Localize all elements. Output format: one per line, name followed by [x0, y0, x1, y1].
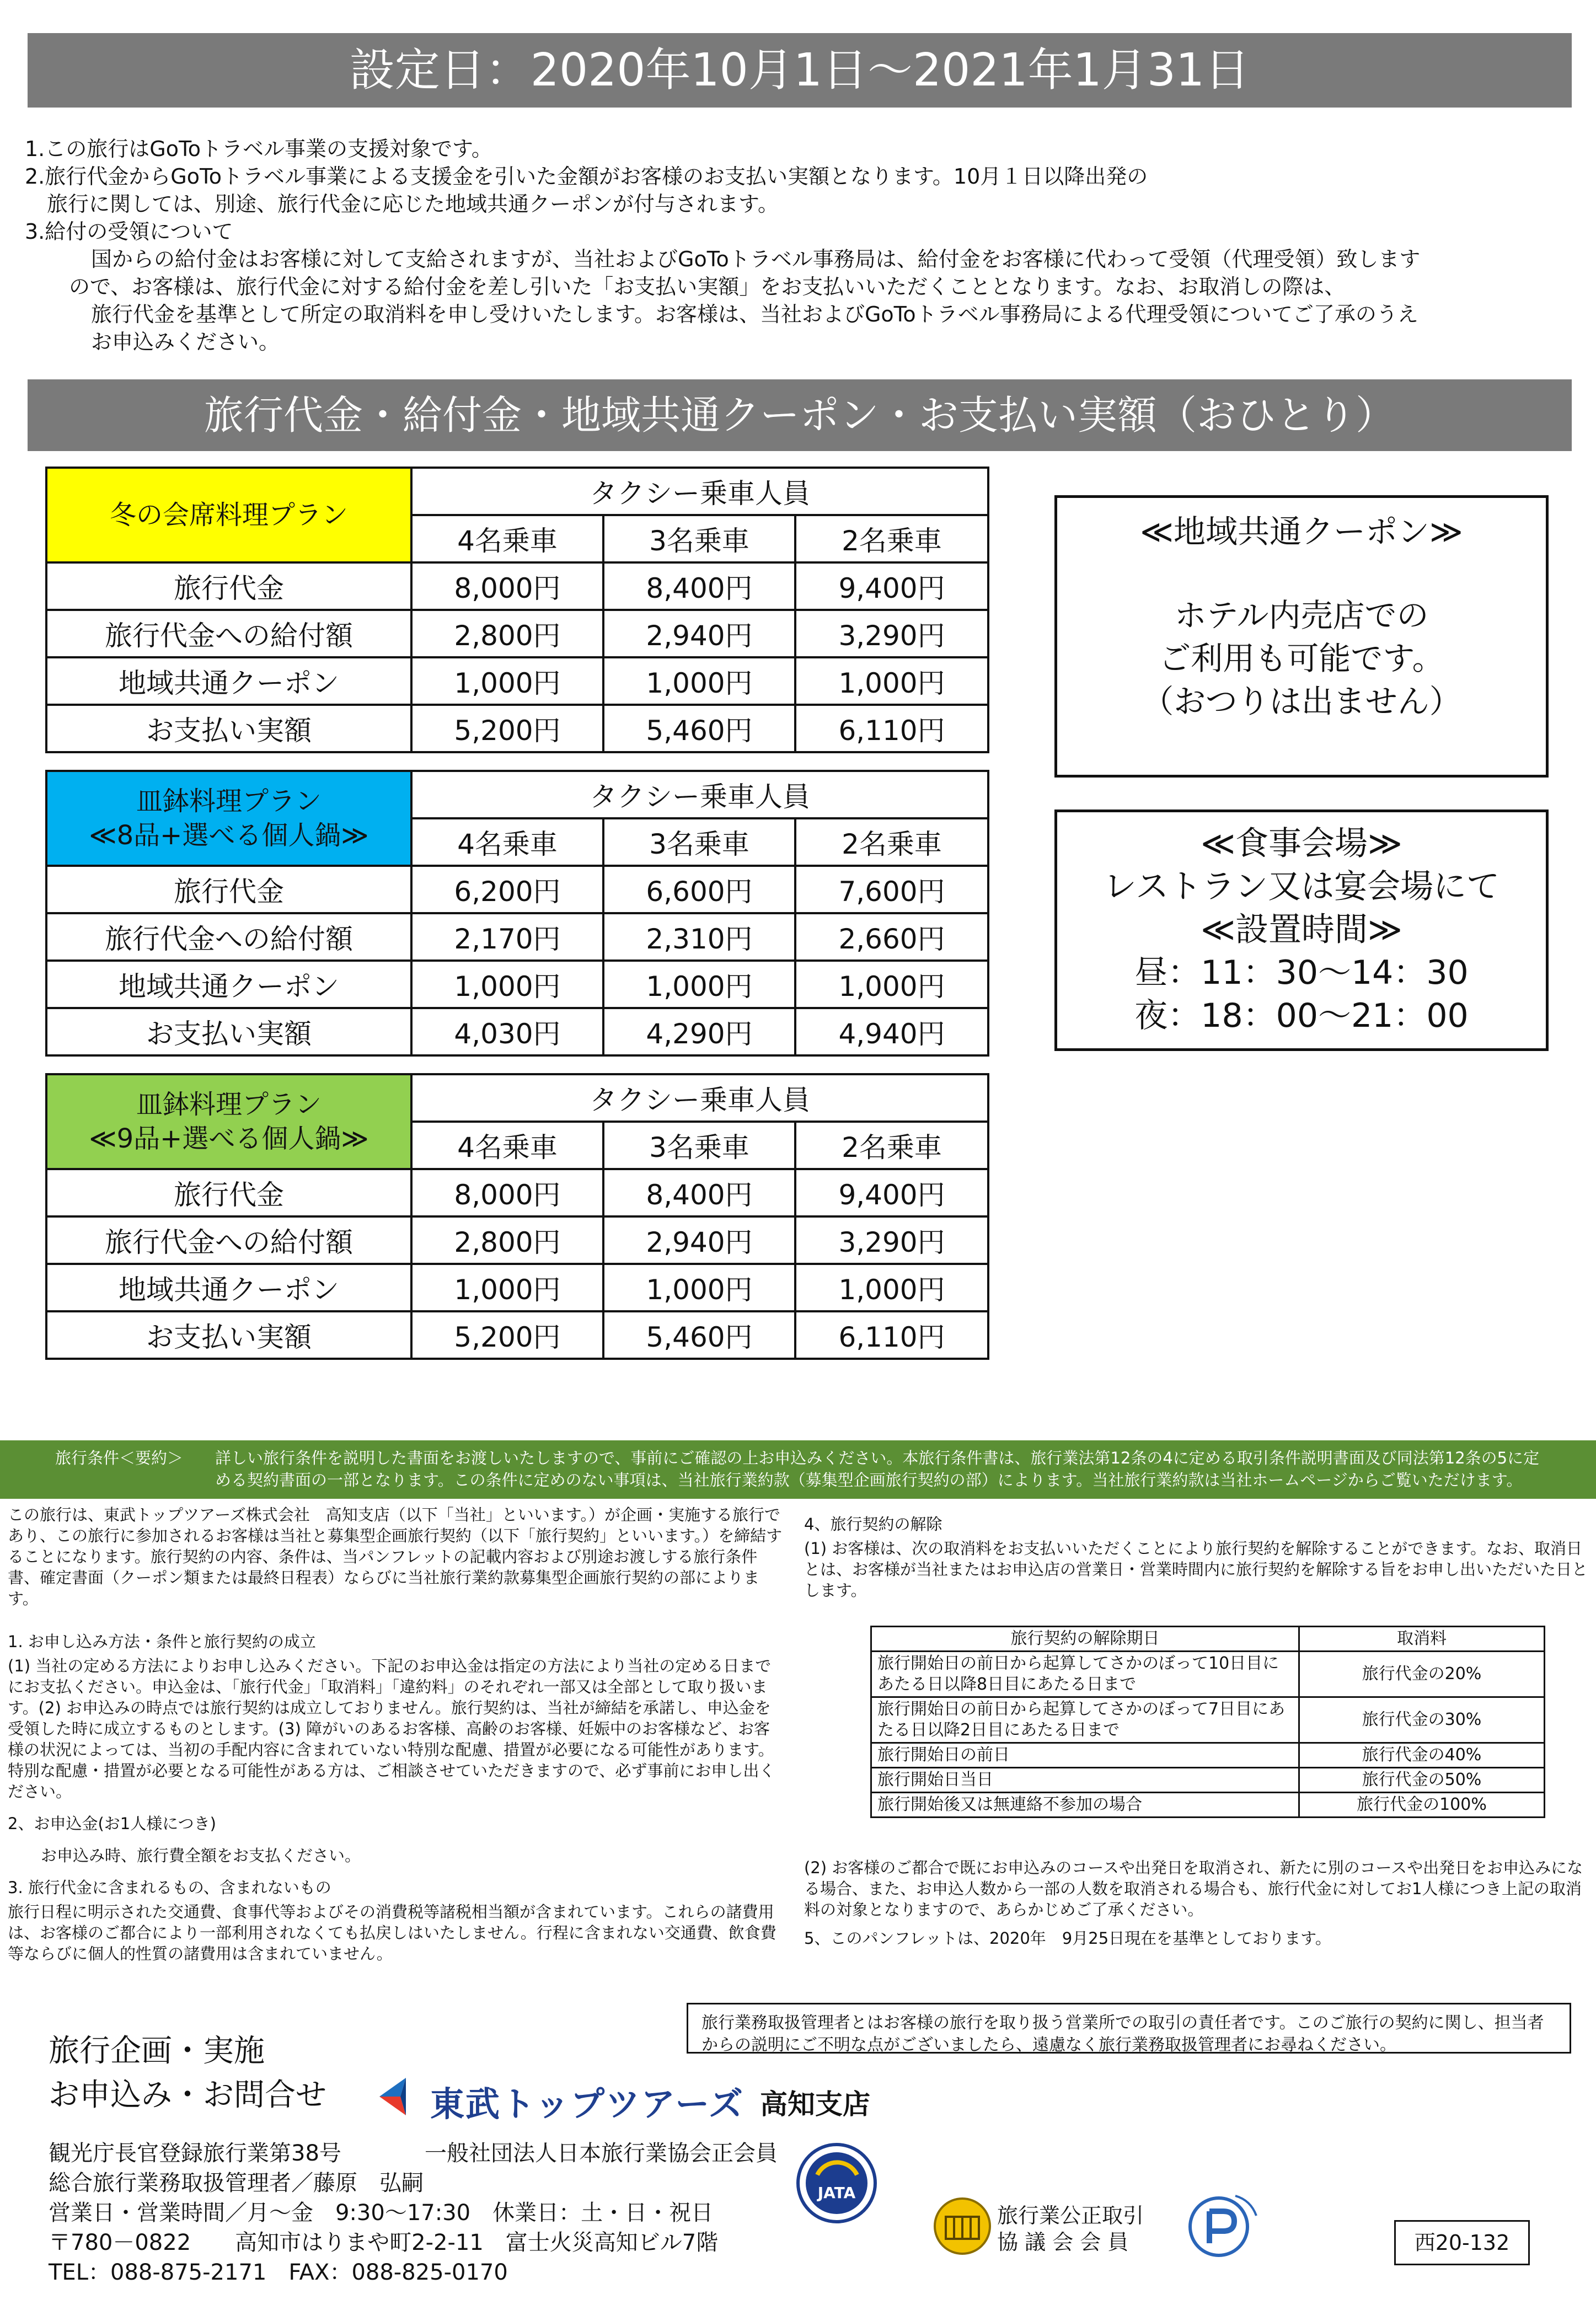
note-line: 旅行に関しては、別途、旅行代金に応じた地域共通クーポンが付与されます。 [47, 192, 779, 216]
note-line: 旅行代金を基準として所定の取消料を申し受けいたします。お客様は、当社およびGoToトラベル事務局による代理受領についてご了承のうえ [91, 302, 1418, 326]
table-row [46, 1008, 988, 1055]
table-row [871, 1743, 1545, 1768]
col-4: 4名乗車 [411, 818, 603, 866]
row-label: 旅行代金への給付額 [46, 913, 411, 961]
cancel-date: 旅行開始日の前日から起算してさかのぼって10日目にあたる日以降8日目にあたる日まで [871, 1652, 1299, 1697]
table-row [46, 1311, 988, 1359]
meal-line: 昼：11：30～14：30 [1134, 953, 1469, 992]
col-2: 2名乗車 [795, 515, 988, 562]
col-4: 4名乗車 [411, 515, 603, 562]
coupon-line: ご利用も可能です。 [1159, 640, 1444, 677]
table-row [46, 866, 988, 913]
privacy-mark-icon [1185, 2184, 1262, 2265]
meal-line: ≪設置時間≫ [1201, 910, 1402, 949]
conditions-text: 詳しい旅行条件を説明した書面をお渡しいたしますので、事前にご確認の上お申込みください。本旅行条件書は、旅行業法第12条の4に定める取引条件説明書面及び同法第12条の5に定める契約書面の一部となります。この条件に定めのない事項は、当社旅行業約款（募集型企画旅行契約の部）によります。当社旅行業約款は当社ホームページからご覧いただけます。 [215, 1449, 1540, 1489]
cell: 2,800円 [411, 610, 603, 657]
meal-line: 夜：18：00～21：00 [1134, 996, 1469, 1035]
terms-para: 5、このパンフレットは、2020年 9月25日現在を基準としております。 [804, 1929, 1331, 1948]
jata-badge-icon [795, 2142, 878, 2224]
fair-trade-seal-icon [932, 2196, 993, 2256]
row-label: 地域共通クーポン [46, 657, 411, 705]
cell: 1,000円 [603, 657, 795, 705]
cell: 8,400円 [603, 562, 795, 610]
meal-line: レストラン又は宴会場にて [1103, 867, 1500, 906]
manager-note: 旅行業務取扱管理者とはお客様の旅行を取り扱う営業所での取引の責任者です。このご旅行の契約に関し、担当者からの説明にご不明な点がございましたら、遠慮なく旅行業務取扱管理者にお尋ねください。 [687, 2003, 1571, 2054]
col-4: 4名乗車 [411, 1122, 603, 1169]
registration-1: 観光庁長官登録旅行業第38号 [49, 2141, 341, 2166]
cancel-fee: 旅行代金の30% [1299, 1697, 1544, 1743]
manager-name: 総合旅行業務取扱管理者／藤原 弘嗣 [49, 2170, 424, 2196]
table-row [871, 1652, 1545, 1697]
row-label: 旅行代金への給付額 [46, 610, 411, 657]
table-row [46, 961, 988, 1008]
col-3: 3名乗車 [603, 515, 795, 562]
cell: 2,660円 [795, 913, 988, 961]
cell: 2,800円 [411, 1216, 603, 1264]
col-2: 2名乗車 [795, 1122, 988, 1169]
cell: 5,460円 [603, 705, 795, 752]
note-line: 3.給付の受領について [25, 219, 233, 244]
cell: 9,400円 [795, 562, 988, 610]
note-line: お申込みください。 [91, 330, 280, 354]
cancel-fee: 旅行代金の50% [1299, 1768, 1544, 1793]
cancel-date: 旅行開始日の前日 [871, 1743, 1299, 1768]
jata-badge [795, 2142, 878, 2224]
row-label: お支払い実額 [46, 1008, 411, 1055]
cell: 1,000円 [603, 1264, 795, 1311]
period-banner: 設定日：2020年10月1日～2021年1月31日 [28, 33, 1572, 108]
col-3: 3名乗車 [603, 818, 795, 866]
table-row [46, 705, 988, 752]
cancel-date: 旅行開始日当日 [871, 1768, 1299, 1793]
phone-fax: TEL：088-875-2171 FAX：088-825-0170 [49, 2260, 508, 2285]
brand-name: 東武トップツアーズ [430, 2084, 745, 2124]
terms-heading: 3. 旅行代金に含まれるもの、含まれないもの [8, 1878, 331, 1897]
cell: 2,310円 [603, 913, 795, 961]
table-row [46, 562, 988, 610]
cell: 1,000円 [603, 961, 795, 1008]
cell: 8,400円 [603, 1169, 795, 1216]
coupon-title: ≪地域共通クーポン≫ [1140, 513, 1463, 550]
cell: 8,000円 [411, 562, 603, 610]
cell: 2,940円 [603, 1216, 795, 1264]
row-label: 旅行代金への給付額 [46, 1216, 411, 1264]
privacy-mark [1185, 2184, 1262, 2265]
terms-right-2 [804, 1857, 1593, 1952]
table-row [46, 1264, 988, 1311]
cell: 3,290円 [795, 1216, 988, 1264]
table-row [46, 657, 988, 705]
row-label: 旅行代金 [46, 866, 411, 913]
terms-para: (2) お客様のご都合で既にお申込みのコースや出発日を取消され、新たに別のコースや出発日をお申込みになる場合、また、お申込人数から一部の人数を取消される場合も、旅行代金に対してお1人様につき上記の取消料の対象となりますので、あらかじめご了承ください。 [804, 1858, 1583, 1919]
fair-trade-line: 旅行業公正取引 [997, 2204, 1144, 2228]
company-logo-icon [379, 2074, 424, 2119]
table-row [871, 1793, 1545, 1818]
cancel-header-date: 旅行契約の解除期日 [871, 1627, 1299, 1652]
row-label: お支払い実額 [46, 1311, 411, 1359]
cell: 1,000円 [795, 657, 988, 705]
table-row [46, 913, 988, 961]
cancel-fee: 旅行代金の40% [1299, 1743, 1544, 1768]
fair-trade-text [997, 2202, 1144, 2255]
plan-name: 冬の会席料理プラン [46, 468, 411, 562]
terms-para: (1) 当社の定める方法によりお申し込みください。下記のお申込金は指定の方法により当社の定める日までにお支払ください。申込金は、「旅行代金」「取消料」「違約料」のそれぞれ一部又は全部として取り扱います。(2) お申込みの時点では旅行契約は成立しておりません。旅行契約は、当社が締結を承諾し、申込金を受領した時に成立するものとします。(3) 障がいのあるお客様、高齢のお客様、妊娠中のお客様など、お客様の状況によっては、当初の手配内容に含まれていない特別な配慮、措置が必要になる可能性があります。特別な配慮・措置が必要となる可能性がある方は、ご相談させていただきますので、必ず事前にお申し出ください。 [8, 1657, 775, 1801]
cell: 6,200円 [411, 866, 603, 913]
terms-para: お申込み時、旅行費全額をお支払ください。 [41, 1846, 361, 1865]
meal-line: ≪食事会場≫ [1201, 824, 1402, 863]
branch-name: 高知支店 [760, 2088, 870, 2120]
terms-para: (1) お客様は、次の取消料をお支払いいただくことにより旅行契約を解除することができます。なお、取消日とは、お客様が当社またはお申込店の営業日・営業時間内に旅行契約を解除する旨をお申し出いただいた日とします。 [804, 1539, 1588, 1600]
terms-left [8, 1504, 785, 1968]
note-line: 国からの給付金はお客様に対して支給されますが、当社およびGoToトラベル事務局は、給付金をお客様に代わって受領（代理受領）致します [91, 247, 1421, 271]
cell: 5,200円 [411, 705, 603, 752]
cell: 5,460円 [603, 1311, 795, 1359]
row-label: 地域共通クーポン [46, 1264, 411, 1311]
company-line-1: 旅行企画・実施 [49, 2033, 265, 2069]
cell: 1,000円 [795, 1264, 988, 1311]
table-row [46, 1216, 988, 1264]
cell: 2,940円 [603, 610, 795, 657]
cell: 8,000円 [411, 1169, 603, 1216]
cell: 6,110円 [795, 705, 988, 752]
cell: 4,290円 [603, 1008, 795, 1055]
cell: 3,290円 [795, 610, 988, 657]
fair-trade-seal [932, 2196, 993, 2256]
group-header: タクシー乗車人員 [411, 1074, 988, 1122]
cancel-fee: 旅行代金の100% [1299, 1793, 1544, 1818]
cell: 1,000円 [411, 961, 603, 1008]
section-title: 旅行代金・給付金・地域共通クーポン・お支払い実額（おひとり） [28, 379, 1572, 451]
coupon-line: （おつりは出ません） [1142, 683, 1461, 720]
terms-heading: 1. お申し込み方法・条件と旅行契約の成立 [8, 1632, 316, 1651]
plan-name: 皿鉢料理プラン ≪9品+選べる個人鍋≫ [46, 1074, 411, 1169]
table-row [46, 610, 988, 657]
conditions-label: 旅行条件＜要約＞ [55, 1449, 184, 1467]
row-label: 旅行代金 [46, 562, 411, 610]
jata-text: JATA [817, 2184, 856, 2202]
coupon-line: ホテル内売店での [1174, 597, 1429, 634]
cell: 9,400円 [795, 1169, 988, 1216]
business-hours: 営業日・営業時間／月～金 9:30～17:30 休業日：土・日・祝日 [49, 2200, 714, 2226]
price-table [45, 467, 989, 1360]
note-line: 2.旅行代金からGoToトラベル事業による支援金を引いた金額がお客様のお支払い実額となります。10月１日以降出発の [25, 164, 1148, 189]
table-row [871, 1697, 1545, 1743]
terms-para: この旅行は、東武トップツアーズ株式会社 高知支店（以下「当社」といいます。）が企画・実施する旅行であり、この旅行に参加されるお客様は当社と募集型企画旅行契約（以下「旅行契約」といいます。）を締結することになります。旅行契約の内容、条件は、当パンフレットの記載内容および別途お渡しする旅行条件書、確定書面（クーポン類または最終日程表）ならびに当社旅行業約款募集型企画旅行契約の部によります。 [8, 1505, 783, 1608]
notes [25, 135, 1580, 356]
group-header: タクシー乗車人員 [411, 771, 988, 818]
cell: 6,600円 [603, 866, 795, 913]
cell: 1,000円 [411, 1264, 603, 1311]
table-row [871, 1768, 1545, 1793]
cancel-header-fee: 取消料 [1299, 1627, 1544, 1652]
terms-heading: 2、お申込金(お1人様につき) [8, 1814, 216, 1833]
col-2: 2名乗車 [795, 818, 988, 866]
terms-heading: 4、旅行契約の解除 [804, 1515, 942, 1534]
note-line: ので、お客様は、旅行代金に対する給付金を差し引いた「お支払い実額」をお支払いいただくこととなります。なお、お取消しの際は、 [69, 275, 1346, 299]
row-label: 地域共通クーポン [46, 961, 411, 1008]
coupon-info-box [1054, 495, 1549, 778]
cancel-date: 旅行開始日の前日から起算してさかのぼって7日目にあたる日以降2日目にあたる日まで [871, 1697, 1299, 1743]
cell: 1,000円 [795, 961, 988, 1008]
terms-para: 旅行日程に明示された交通費、食事代等およびその消費税等諸税相当額が含まれています。これらの諸費用は、お客様のご都合により一部利用されなくても払戻しはいたしません。行程に含まれない交通費、飲食費等ならびに個人的性質の諸費用は含まれていません。 [8, 1902, 776, 1963]
conditions-band [0, 1440, 1596, 1499]
fair-trade-line: 協 議 会 会 員 [997, 2230, 1129, 2254]
registration-2: 一般社団法人日本旅行業協会正会員 [425, 2141, 778, 2166]
cell: 6,110円 [795, 1311, 988, 1359]
cell: 7,600円 [795, 866, 988, 913]
cell: 5,200円 [411, 1311, 603, 1359]
col-3: 3名乗車 [603, 1122, 795, 1169]
document-code: 西20-132 [1394, 2220, 1530, 2265]
address: 〒780－0822 高知市はりまや町2-2-11 富士火災高知ビル7階 [49, 2230, 719, 2255]
row-label: お支払い実額 [46, 705, 411, 752]
cancel-fee: 旅行代金の20% [1299, 1652, 1544, 1697]
group-header: タクシー乗車人員 [411, 468, 988, 515]
plan-name: 皿鉢料理プラン ≪8品+選べる個人鍋≫ [46, 771, 411, 866]
cell: 4,940円 [795, 1008, 988, 1055]
row-label: 旅行代金 [46, 1169, 411, 1216]
cell: 1,000円 [411, 657, 603, 705]
meal-info-box [1054, 810, 1549, 1051]
cancel-date: 旅行開始後又は無連絡不参加の場合 [871, 1793, 1299, 1818]
note-line: 1.この旅行はGoToトラベル事業の支援対象です。 [25, 137, 492, 161]
company-line-2: お申込み・お問合せ [49, 2077, 326, 2113]
cancel-fee-table [870, 1626, 1545, 1818]
terms-right [804, 1514, 1593, 1604]
cell: 2,170円 [411, 913, 603, 961]
cell: 4,030円 [411, 1008, 603, 1055]
table-row [46, 1169, 988, 1216]
